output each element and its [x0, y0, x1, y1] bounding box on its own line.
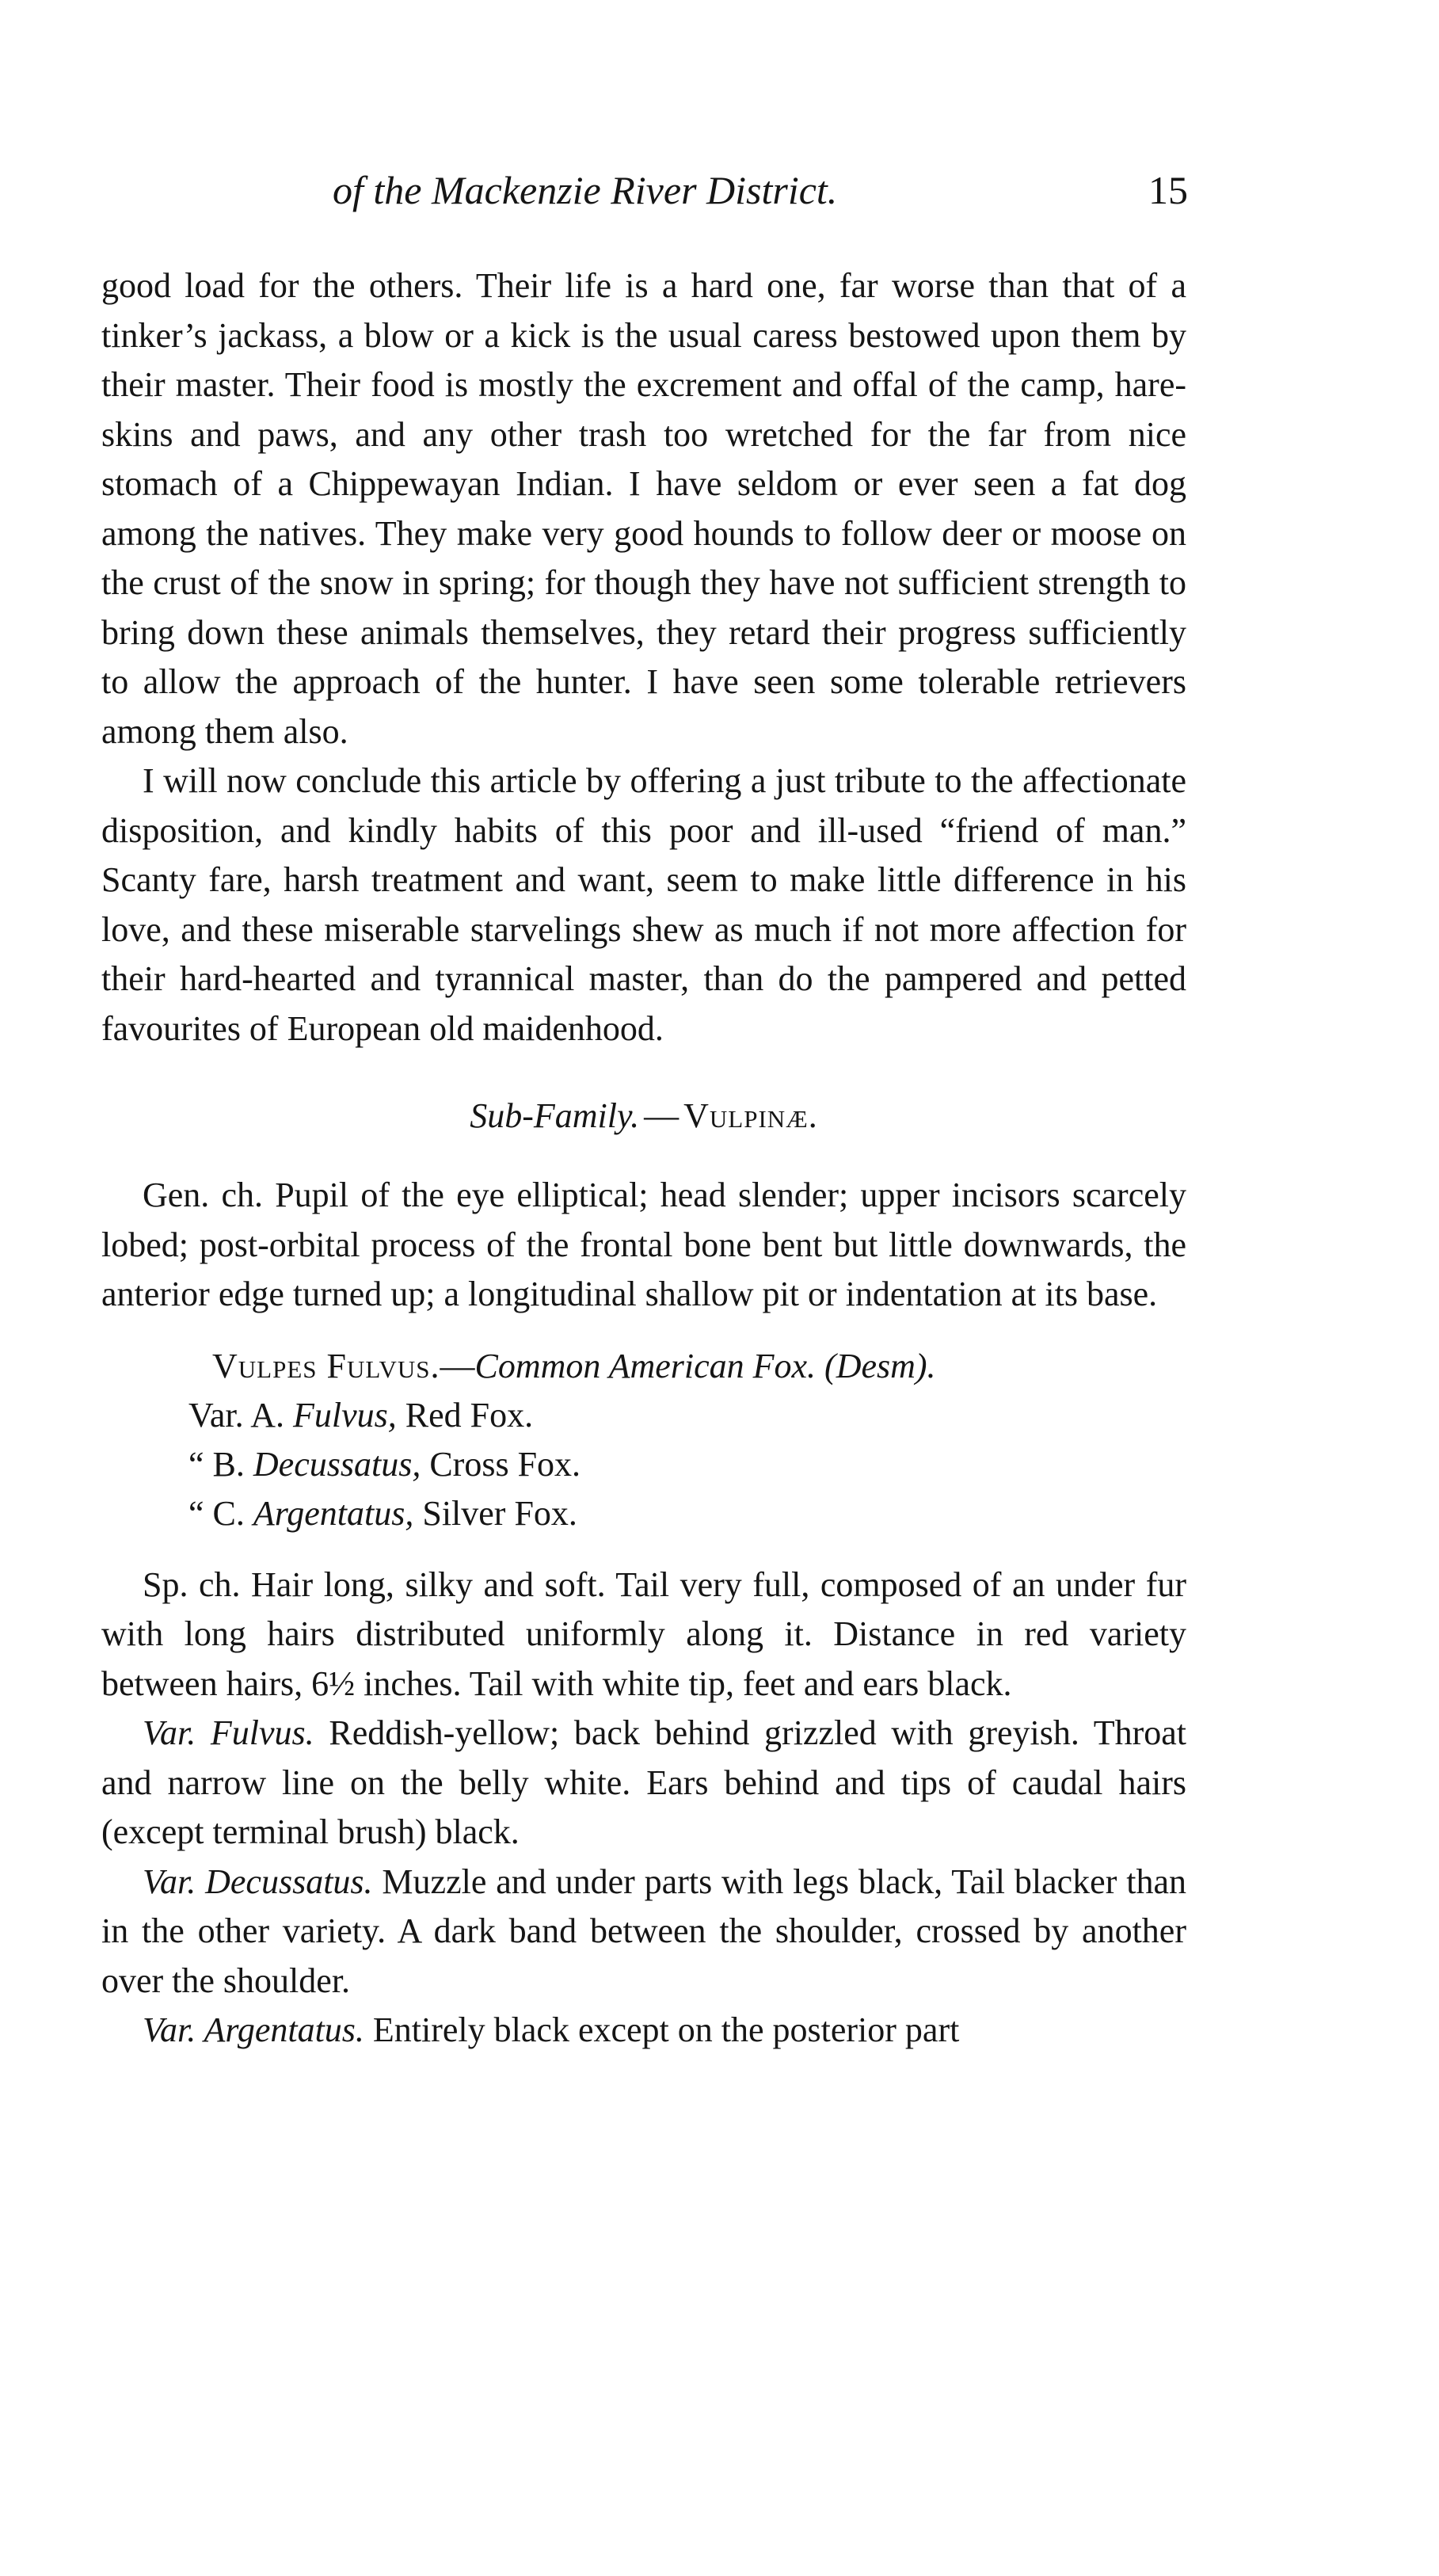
- variety-line: [188, 1489, 1186, 1538]
- subfamily-heading: [101, 1092, 1186, 1141]
- variety-latin: Decussatus,: [253, 1444, 421, 1484]
- page-number: 15: [1148, 168, 1188, 212]
- running-title: of the Mackenzie River District.: [333, 168, 838, 212]
- species-heading: [212, 1342, 1186, 1391]
- subfamily-name: Vulpinæ.: [683, 1096, 818, 1135]
- variety-common: Cross Fox.: [421, 1444, 581, 1484]
- paragraph-dogs-continued: good load for the others. Their life is a hard one, far worse than that of a tinker’s jackass, a blow or a kick is the usual caress bestowed upon them by their master. Their food is mostly the excrement and offal of the camp, hare-skins and paws, and any other trash too wretched for the far from nice stomach of a Chippewayan Indian. I have seldom or ever seen a fat dog among the natives. They make very good hounds to follow deer or moose on the crust of the snow in spring; for though they have not sufficient strength to bring down these animals themselves, they retard their progress sufficiently to allow the approach of the hunter. I have seen some tolerable retrievers among them also.: [101, 266, 1186, 751]
- subfamily-label: Sub-Family.: [470, 1096, 640, 1135]
- variety-description-text: Reddish-yellow; back behind grizzled with greyish. Throat and narrow line on the belly white. Ears behind and tips of caudal hairs (except terminal brush) black.: [101, 1713, 1187, 1851]
- paragraph-tribute: I will now conclude this article by offering a just tribute to the affectionate disposition, and kindly habits of this poor and ill-used “friend of man.” Scanty fare, harsh treatment and want, seem to make little difference in his love, and these miserable starvelings shew as much if not more affection for their hard-hearted and tyrannical master, than do the pampered and petted favourites of European old maidenhood.: [101, 761, 1186, 1048]
- variety-description-label: Var. Argentatus.: [143, 2010, 364, 2049]
- variety-mark: “ B.: [188, 1444, 245, 1484]
- specific-character: Sp. ch. Hair long, silky and soft. Tail very full, composed of an under fur with long hairs distributed uniformly along it. Distance in red variety between hairs, 6½ inches. Tail with white tip, feet and ears black.: [101, 1564, 1186, 1703]
- variety-line: [188, 1440, 1186, 1489]
- variety-description-text: Muzzle and under parts with legs black, Tail blacker than in the other variety. A dark band between the shoulder, crossed by another over the shoulder.: [101, 1862, 1186, 2000]
- species-block: [101, 1342, 1186, 1538]
- variety-description: [101, 2006, 1186, 2056]
- variety-mark: Var. A.: [188, 1395, 284, 1435]
- generic-character: Gen. ch. Pupil of the eye elliptical; head slender; upper incisors scarcely lobed; post-orbital process of the frontal bone bent but little downwards, the anterior edge turned up; a longitudinal shallow pit or indentation at its base.: [101, 1176, 1186, 1313]
- variety-description: [101, 1858, 1186, 2006]
- species-common-name: Common American Fox. (Desm).: [474, 1346, 936, 1385]
- variety-mark: “ C.: [188, 1493, 245, 1533]
- variety-latin: Argentatus,: [253, 1493, 414, 1533]
- variety-latin: Fulvus,: [293, 1395, 397, 1435]
- running-head: [103, 162, 1188, 218]
- variety-common: Silver Fox.: [413, 1493, 577, 1533]
- variety-description-label: Var. Decussatus.: [143, 1862, 373, 1901]
- species-dash: —: [440, 1346, 475, 1385]
- variety-description-text: Entirely black except on the posterior part: [364, 2010, 960, 2049]
- species-name: Vulpes Fulvus.: [212, 1346, 440, 1385]
- body-text: [101, 261, 1186, 2056]
- variety-line: [188, 1391, 1186, 1440]
- subfamily-dash: —: [644, 1096, 680, 1135]
- variety-description: [101, 1709, 1186, 1858]
- variety-description-label: Var. Fulvus.: [143, 1713, 314, 1752]
- variety-common: Red Fox.: [396, 1395, 534, 1435]
